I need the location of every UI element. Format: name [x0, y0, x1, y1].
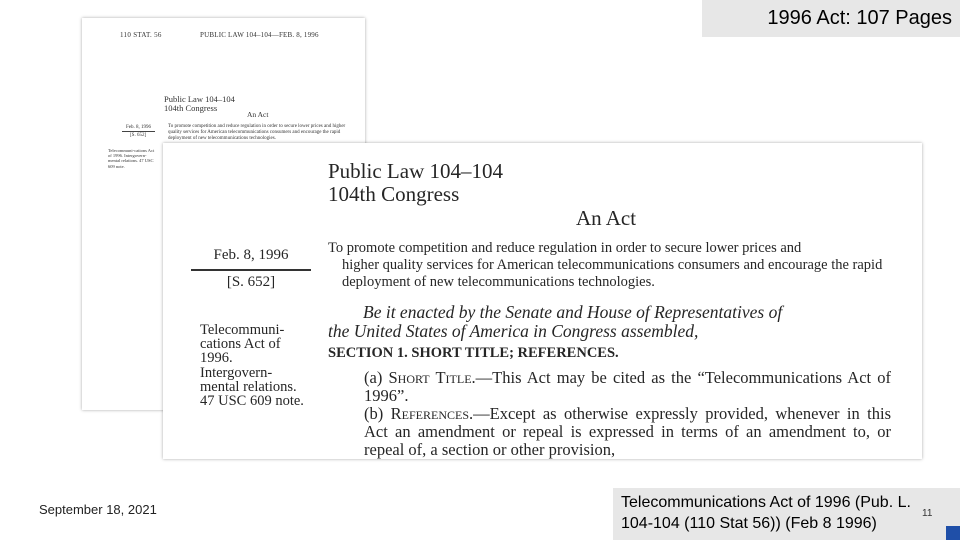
act-heading: An Act — [576, 206, 637, 230]
purpose-continuation: higher quality services for American telecommunications consumers and encourage the rapid deployment of new telecommunications technologies. — [342, 257, 883, 290]
caption-line-1: Telecommunications Act of 1996 (Pub. L. — [621, 494, 911, 511]
paragraph-b — [328, 405, 891, 459]
paragraph-b-text: .—Except as otherwise expressly provided, whenever in this Act an amendment or repeal is expressed in terms of an amendment to, or repeal of, a section or other provision, — [364, 404, 891, 459]
margin-note-line: 47 USC 609 note. — [200, 393, 304, 410]
paragraph-a — [328, 369, 891, 405]
margin-notes: Telecommuni-cations Act of 1996. Intergovern-mental relations. 47 USC 609 note. — [108, 148, 155, 169]
margin-note-line: Intergovern- — [200, 364, 273, 381]
date-divider — [122, 131, 155, 132]
slide-page-number: 11 — [922, 508, 933, 519]
act-heading: An Act — [247, 110, 269, 119]
margin-note-line: cations Act of — [200, 336, 281, 353]
date-block — [191, 247, 311, 290]
stat-header: 110 STAT. 56 — [120, 31, 162, 39]
caption-line-2: 104-104 (110 Stat 56)) (Feb 8 1996) — [621, 515, 877, 532]
enacting-line-1: Be it enacted by the Senate and House of Representatives of — [363, 302, 783, 322]
paragraph-a-text: .—This Act may be cited as the “Telecommunications Act of 1996”. — [364, 368, 892, 405]
bill-number: [S. 652] — [226, 273, 276, 290]
public-law-title: Public Law 104–104 — [164, 94, 235, 104]
margin-notes — [200, 323, 318, 408]
enactment-date: Feb. 8, 1996 — [213, 247, 289, 263]
accent-square — [946, 526, 960, 540]
law-header: PUBLIC LAW 104–104—FEB. 8, 1996 — [200, 31, 319, 39]
enactment-date: Feb. 8, 1996 — [126, 125, 151, 130]
date-divider — [191, 269, 311, 271]
congress-title: 104th Congress — [328, 182, 460, 206]
enacting-line-2: the United States of America in Congress assembled, — [328, 321, 699, 341]
purpose-line-1: To promote competition and reduce regulation in order to secure lower prices and — [328, 240, 802, 256]
slide-title: 1996 Act: 107 Pages — [702, 0, 960, 37]
purpose-text — [328, 240, 893, 291]
margin-note-line: Telecommuni- — [200, 322, 285, 338]
purpose-text: To promote competition and reduce regulation in order to secure lower prices and higher quality services for American telecommunications consumers and encourage the rapid deployment of new telecommunications technologies. — [168, 124, 346, 141]
paragraph-b-label: (b) — [364, 404, 391, 423]
paragraph-a-label: (a) — [364, 368, 389, 387]
section-heading: SECTION 1. SHORT TITLE; REFERENCES. — [328, 345, 619, 361]
document-zoomed-page — [163, 143, 922, 459]
bill-number: [S. 652] — [130, 133, 147, 138]
paragraph-b-heading: References — [390, 404, 469, 423]
slide-date: September 18, 2021 — [39, 502, 157, 517]
section-body — [328, 369, 891, 459]
enacting-clause — [328, 303, 898, 341]
congress-title: 104th Congress — [164, 103, 218, 113]
public-law-title: Public Law 104–104 — [328, 159, 503, 183]
margin-note-line: 1996. — [200, 350, 233, 367]
paragraph-a-heading: Short Title — [388, 368, 472, 387]
margin-note-line: mental relations. — [200, 378, 297, 395]
citation-caption — [613, 488, 960, 540]
